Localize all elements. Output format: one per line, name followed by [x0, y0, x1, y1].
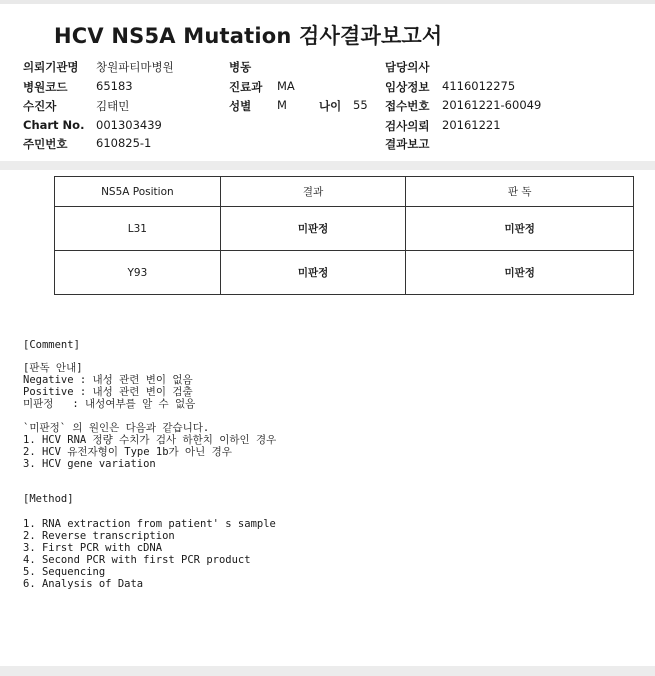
top-scroll-edge	[0, 0, 655, 4]
section-divider	[0, 161, 655, 170]
bottom-scroll-edge	[0, 666, 655, 676]
resident-row	[23, 136, 152, 152]
interpretation-cell: 미판정	[406, 251, 634, 295]
column-header: NS5A Position	[55, 177, 221, 207]
clinical-value: 4116012275	[442, 79, 516, 93]
dept-value: MA	[277, 79, 295, 93]
report-label: 결과보고	[385, 137, 430, 151]
doctor-label: 담당의사	[385, 60, 430, 74]
chart-label: Chart No.	[23, 118, 85, 132]
comment-heading: [Comment]	[23, 339, 80, 351]
ward-label: 병동	[229, 60, 252, 74]
request-label: 검사의뢰	[385, 119, 430, 133]
institution-value: 창원파티마병원	[96, 60, 174, 74]
guide-line: Negative : 내성 관련 변이 없음	[23, 374, 193, 386]
institution-label: 의뢰기관명	[23, 60, 79, 74]
clinical-row	[385, 79, 516, 95]
ward-row	[229, 59, 251, 75]
clinical-label: 임상정보	[385, 80, 430, 94]
method-line: 4. Second PCR with first PCR product	[23, 554, 251, 566]
age-row	[319, 98, 368, 114]
hospital-code-row	[23, 79, 133, 95]
method-heading: [Method]	[23, 493, 74, 505]
guide-line: Positive : 내성 관련 변이 검출	[23, 386, 193, 398]
hospital-code-value: 65183	[96, 79, 133, 93]
method-line: 1. RNA extraction from patient' s sample	[23, 518, 276, 530]
report-title: HCV NS5A Mutation 검사결과보고서	[54, 24, 443, 48]
cause-intro: `미판정` 의 원인은 다음과 같습니다.	[23, 422, 210, 434]
column-header: 판 독	[406, 177, 634, 207]
hospital-code-label: 병원코드	[23, 80, 68, 94]
request-value: 20161221	[442, 118, 501, 132]
position-cell: L31	[55, 207, 221, 251]
age-label: 나이	[319, 99, 342, 113]
guide-line: 미판정 : 내성여부를 알 수 없음	[23, 398, 196, 410]
dept-label: 진료과	[229, 80, 263, 94]
request-row	[385, 118, 501, 134]
result-table	[54, 176, 634, 295]
sex-label: 성별	[229, 99, 252, 113]
method-line: 6. Analysis of Data	[23, 578, 144, 590]
receipt-row	[385, 98, 542, 114]
patient-value: 김태민	[96, 99, 130, 113]
cause-line: 1. HCV RNA 정량 수치가 검사 하한치 이하인 경우	[23, 434, 277, 446]
method-line: 5. Sequencing	[23, 566, 106, 578]
chart-value: 001303439	[96, 118, 162, 132]
receipt-label: 접수번호	[385, 99, 430, 113]
table-row	[55, 251, 634, 295]
patient-label: 수진자	[23, 99, 57, 113]
method-line: 2. Reverse transcription	[23, 530, 175, 542]
cause-line: 3. HCV gene variation	[23, 458, 156, 470]
guide-heading: [판독 안내]	[23, 362, 83, 374]
result-cell: 미판정	[220, 207, 406, 251]
patient-row	[23, 98, 130, 114]
receipt-value: 20161221-60049	[442, 98, 542, 112]
position-cell: Y93	[55, 251, 221, 295]
chart-row	[23, 118, 162, 132]
doctor-row	[385, 59, 429, 75]
cause-line: 2. HCV 유전자형이 Type 1b가 아닌 경우	[23, 446, 232, 458]
table-header-row	[55, 177, 634, 207]
sex-row	[229, 98, 287, 114]
dept-row	[229, 79, 295, 95]
sex-value: M	[277, 98, 287, 112]
institution-row	[23, 59, 174, 75]
result-cell: 미판정	[220, 251, 406, 295]
interpretation-cell: 미판정	[406, 207, 634, 251]
table-row	[55, 207, 634, 251]
resident-label: 주민번호	[23, 137, 68, 151]
method-line: 3. First PCR with cDNA	[23, 542, 163, 554]
age-value: 55	[353, 98, 368, 112]
resident-value: 610825-1	[96, 136, 152, 150]
report-row	[385, 136, 429, 152]
column-header: 결과	[220, 177, 406, 207]
